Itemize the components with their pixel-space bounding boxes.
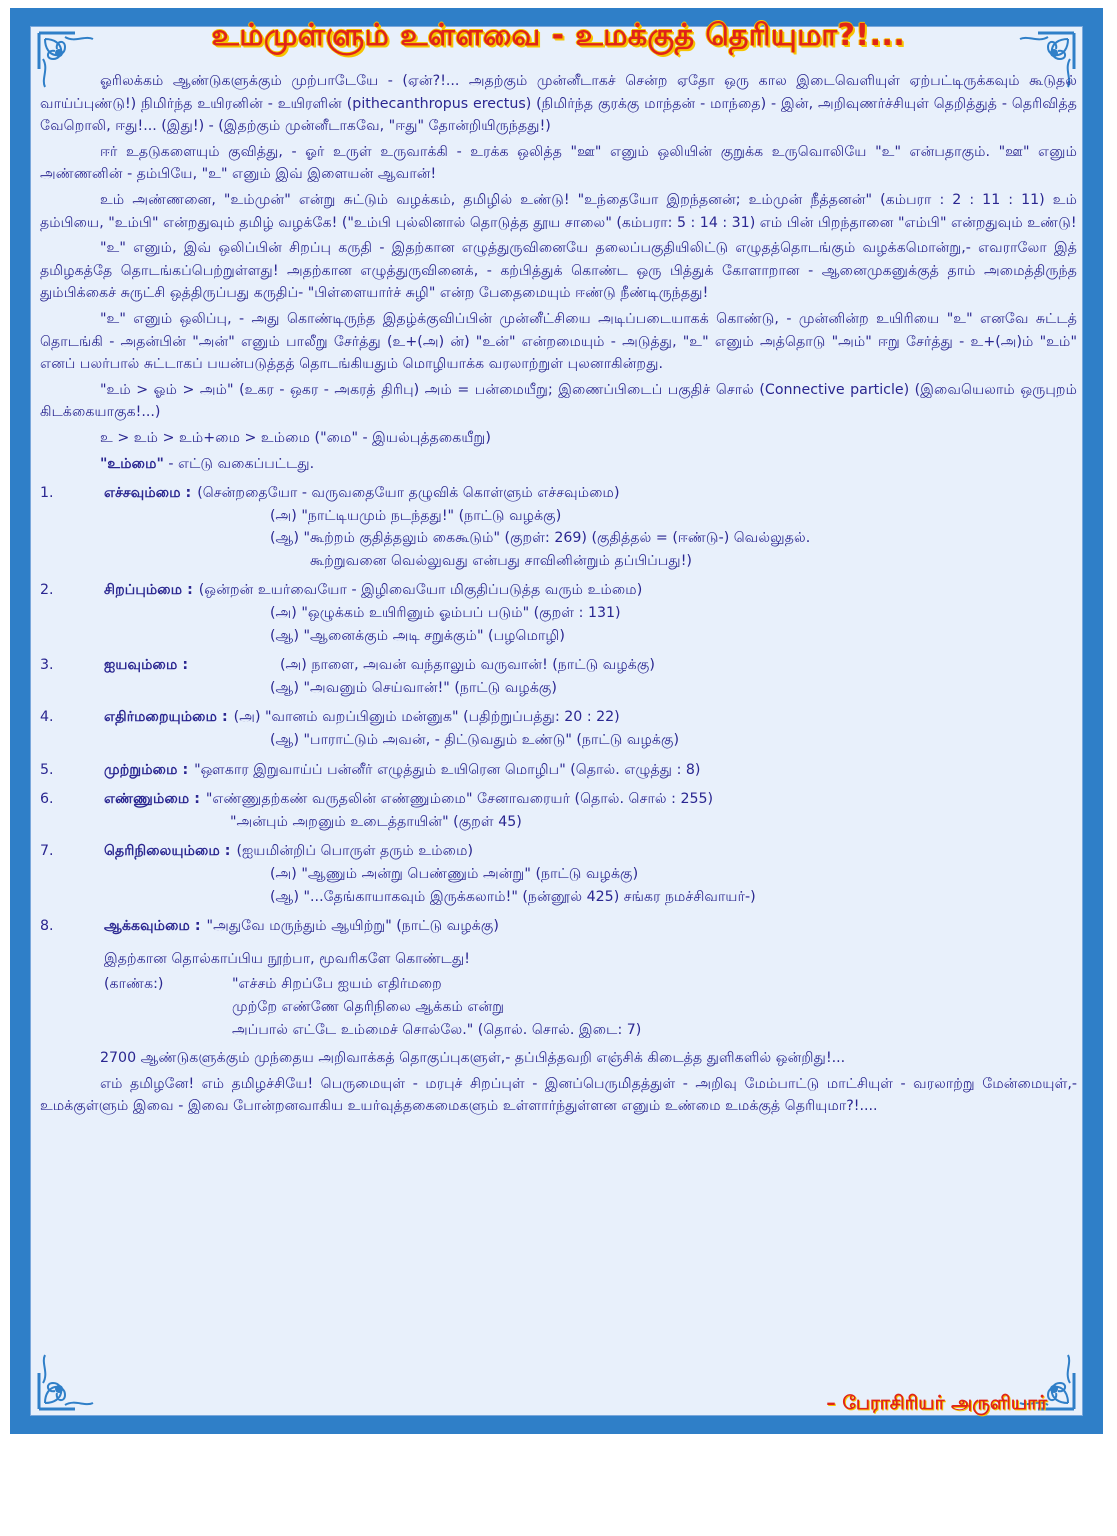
paragraph: "உ" எனும் ஒலிப்பு, - அது கொண்டிருந்த இதழ்க்குவிப்பின் முன்னீட்சியை அடிப்படையாகக் கொண்டு, - முன்னின்ற உயிரியை "உ" எனவே சுட்டத் தொடங்கி - அதன்பின் "அன்" எனும் பாலீறு சேர்த்து (உ+(அ) ன்) "உன்" என்றமையும் - அடுத்து, "உ" எனும் அத்தொடு "அம்" ஈறு சேர்த்து - உ+(அ)ம் "உம்" எனப் பலர்பால் சுட்டாகப் பயன்படுத்தத் தொடங்கியதும் மொழியாக்க வரலாற்றுள் புலனாகின்றது. bbox=[40, 310, 1077, 373]
types-intro-rest: - எட்டு வகைப்பட்டது. bbox=[163, 455, 315, 472]
item-example: (ஆ) "கூற்றம் குதித்தலும் கைகூடும்" (குறள்: 269) (குதித்தல் = (ஈண்டு-) வெல்லுதல். bbox=[270, 530, 811, 547]
item-number: 3. bbox=[40, 657, 54, 674]
item-heading: சிறப்பும்மை : bbox=[104, 582, 193, 599]
article-body bbox=[40, 70, 1077, 1121]
quote-line: அப்பால் எட்டே உம்மைச் சொல்லே." (தொல். சொல். இடை: 7) bbox=[232, 1021, 642, 1038]
list-item bbox=[40, 706, 1077, 751]
quote-line: முற்றே எண்ணே தெரிநிலை ஆக்கம் என்று bbox=[232, 998, 505, 1015]
item-number: 2. bbox=[40, 582, 54, 599]
page-title: உம்முள்ளும் உள்ளவை - உமக்குத் தெரியுமா?!... bbox=[211, 18, 906, 53]
item-description: "அதுவே மருந்தும் ஆயிற்று" (நாட்டு வழக்கு) bbox=[206, 918, 499, 935]
item-number: 6. bbox=[40, 791, 54, 808]
closing-paragraph: 2700 ஆண்டுகளுக்கும் முந்தைய அறிவாக்கத் தொகுப்புகளுள்,- தப்பித்தவறி எஞ்சிக் கிடைத்த துளிகளில் ஒன்றிது!... bbox=[100, 1050, 846, 1067]
quote-lines bbox=[232, 973, 641, 1041]
quote-line: "எச்சம் சிறப்பே ஐயம் எதிர்மறை bbox=[232, 976, 442, 993]
list-item bbox=[40, 915, 1077, 938]
item-example: "அன்பும் அறனும் உடைத்தாயின்" (குறள் 45) bbox=[230, 813, 522, 830]
list-item bbox=[40, 840, 1077, 908]
item-description: (அ) "வானம் வறப்பினும் மன்னுக" (பதிற்றுப்பத்து: 20 : 22) bbox=[233, 709, 620, 726]
item-heading: எதிர்மறையும்மை : bbox=[104, 709, 228, 726]
item-example: (ஆ) "...தேங்காயாகவும் இருக்கலாம்!" (நன்னூல் 425) சங்கர நமச்சிவாயர்-) bbox=[270, 888, 756, 905]
item-heading: ஆக்கவும்மை : bbox=[104, 918, 201, 935]
umma-types-list bbox=[40, 482, 1077, 938]
closing-paragraph: எம் தமிழனே! எம் தமிழச்சியே! பெருமையுள் - மரபுச் சிறப்புள் - இனப்பெருமிதத்துள் - அறிவு மேம்பாட்டு மாட்சியுள் - வரலாற்று மேன்மையுள்,- உமக்குள்ளும் இவை - இவை போன்றனவாகிய உயர்வுத்தகைமைகளும் உள்ளார்ந்துள்ளன எனும் உண்மை உமக்குத் தெரியுமா?!.... bbox=[40, 1075, 1077, 1115]
list-item bbox=[40, 579, 1077, 647]
item-example: (ஆ) "ஆனைக்கும் அடி சறுக்கும்" (பழமொழி) bbox=[270, 627, 565, 644]
item-description: (அ) நாளை, அவன் வந்தாலும் வருவான்! (நாட்டு வழக்கு) bbox=[280, 657, 655, 674]
types-intro bbox=[40, 453, 1077, 476]
list-item bbox=[40, 788, 1077, 833]
list-item bbox=[40, 482, 1077, 572]
list-item bbox=[40, 759, 1077, 782]
paragraph: ஓரிலக்கம் ஆண்டுகளுக்கும் முற்பாடேயே - (ஏன்?!... அதற்கும் முன்னீடாகச் சென்ற ஏதோ ஒரு கால இடைவெளியுள் ஏற்பட்டிருக்கவும் கூடுதல் வாய்ப்புண்டு!) நிமிர்ந்த உயிரனின் - உயிரளின் (pithecanthropus erectus) (நிமிர்ந்த குரக்கு மாந்தன் - மாந்தை) - இன், அறிவுணர்ச்சியுள் தெறித்துத் - தெரிவித்த வேறொலி, ஈது!... (இது!) - (இதற்கும் முன்னீடாகவே, "ஈது" தோன்றியிருந்தது!) bbox=[40, 73, 1077, 135]
item-heading: முற்றும்மை : bbox=[104, 761, 189, 778]
quote-block bbox=[40, 973, 1077, 1041]
paragraph: "உ" எனும், இவ் ஒலிப்பின் சிறப்பு கருதி - இதற்கான எழுத்துருவினையே தலைப்பகுதியிலிட்டு எழுதத்தொடங்கும் வழக்கமொன்று,- எவராலோ இத் தமிழகத்தே தொடங்கப்பெற்றுள்ளது! அதற்கான எழுத்துருவினைக், - கற்பித்துக் கொண்ட ஒரு பித்துக் கோளாறான - ஆனைமுகனுக்குத் தாம் அமைத்திருந்த தும்பிக்கைச் சுருட்சி ஒத்திருப்பது கருதிப்- "பிள்ளையார்ச் சுழி" என்ற பேதைமையும் ஈண்டு நீண்டிருந்தது! bbox=[40, 240, 1077, 302]
paragraph: "உம் > ஓம் > அம்" (உகர - ஒகர - அகரத் திரிபு) அம் = பன்மையீறு; இணைப்பிடைப் பகுதிச் சொல் (Connective particle) (இவையெலாம் ஒருபுறம் கிடக்கையாகுக!...) bbox=[40, 381, 1077, 421]
list-item bbox=[40, 654, 1077, 699]
item-example: (ஆ) "பாராட்டும் அவன், - திட்டுவதும் உண்டு" (நாட்டு வழக்கு) bbox=[270, 732, 680, 749]
item-description: "எண்ணுதற்கண் வருதலின் எண்ணும்மை" சேனாவரையர் (தொல். சொல் : 255) bbox=[205, 791, 714, 808]
item-heading: எண்ணும்மை : bbox=[104, 791, 200, 808]
item-example: கூற்றுவனை வெல்லுவது என்பது சாவினின்றும் தப்பிப்பது!) bbox=[310, 552, 692, 569]
item-number: 1. bbox=[40, 485, 54, 502]
item-heading: ஐயவும்மை : bbox=[104, 657, 189, 674]
item-number: 8. bbox=[40, 918, 54, 935]
tolkappiyam-intro: இதற்கான தொல்காப்பிய நூற்பா, மூவரிகளே கொண்டது! bbox=[104, 950, 470, 967]
item-description: (ஒன்றன் உயர்வையோ - இழிவையோ மிகுதிப்படுத்த வரும் உம்மை) bbox=[198, 582, 643, 599]
paragraph: ஈர் உதடுகளையும் குவித்து, - ஓர் உருள் உருவாக்கி - உரக்க ஒலித்த "ஊ" எனும் ஒலியின் குறுக்க உருவொலியே "உ" என்பதாகும். "ஊ" எனும் அண்ணனின் - தம்பியே, "உ" எனும் இவ் இளையன் ஆவான்! bbox=[40, 143, 1077, 183]
derivation-line: உ > உம் > உம்+மை > உம்மை ("மை" - இயல்புத்தகையீறு) bbox=[100, 429, 491, 446]
item-heading: எச்சவும்மை : bbox=[104, 485, 192, 502]
item-number: 7. bbox=[40, 843, 54, 860]
item-example: (அ) "ஆணும் அன்று பெண்ணும் அன்று" (நாட்டு வழக்கு) bbox=[270, 866, 639, 882]
item-example: (அ) "ஒழுக்கம் உயிரினும் ஓம்பப் படும்" (குறள் : 131) bbox=[270, 605, 621, 622]
item-heading: தெரிநிலையும்மை : bbox=[104, 843, 231, 860]
author-signature: – பேராசிரியர் அருளியார் bbox=[826, 1392, 1047, 1414]
item-example: (அ) "நாட்டியமும் நடந்தது!" (நாட்டு வழக்கு) bbox=[270, 507, 562, 524]
quote-label: (காண்க:) bbox=[104, 976, 164, 993]
floral-corner-icon bbox=[35, 1343, 105, 1413]
paragraph: உம் அண்ணனை, "உம்முன்" என்று சுட்டும் வழக்கம், தமிழில் உண்டு! "உந்தையோ இறந்தனன்; உம்முன் நீத்தனன்" (கம்பரா : 2 : 11 : 11) உம் தம்பியை, "உம்பி" என்றதுவும் தமிழ் வழக்கே! ("உம்பி புல்லினால் தொடுத்த தூய சாலை" (கம்பரா: 5 : 14 : 31) எம் பின் பிறந்தானை "எம்பி" என்றதுவும் உண்டு! bbox=[40, 191, 1077, 231]
item-number: 4. bbox=[40, 709, 54, 726]
item-description: "ஔகார இறுவாய்ப் பன்னீர் எழுத்தும் உயிரென மொழிப" (தொல். எழுத்து : 8) bbox=[194, 761, 701, 778]
item-example: (ஆ) "அவனும் செய்வான்!" (நாட்டு வழக்கு) bbox=[270, 679, 557, 696]
item-number: 5. bbox=[40, 761, 54, 778]
item-description: (ஐயமின்றிப் பொருள் தரும் உம்மை) bbox=[236, 843, 474, 860]
item-description: (சென்றதையோ - வருவதையோ தழுவிக் கொள்ளும் எச்சவும்மை) bbox=[197, 485, 620, 502]
types-intro-bold: "உம்மை" bbox=[100, 455, 164, 472]
